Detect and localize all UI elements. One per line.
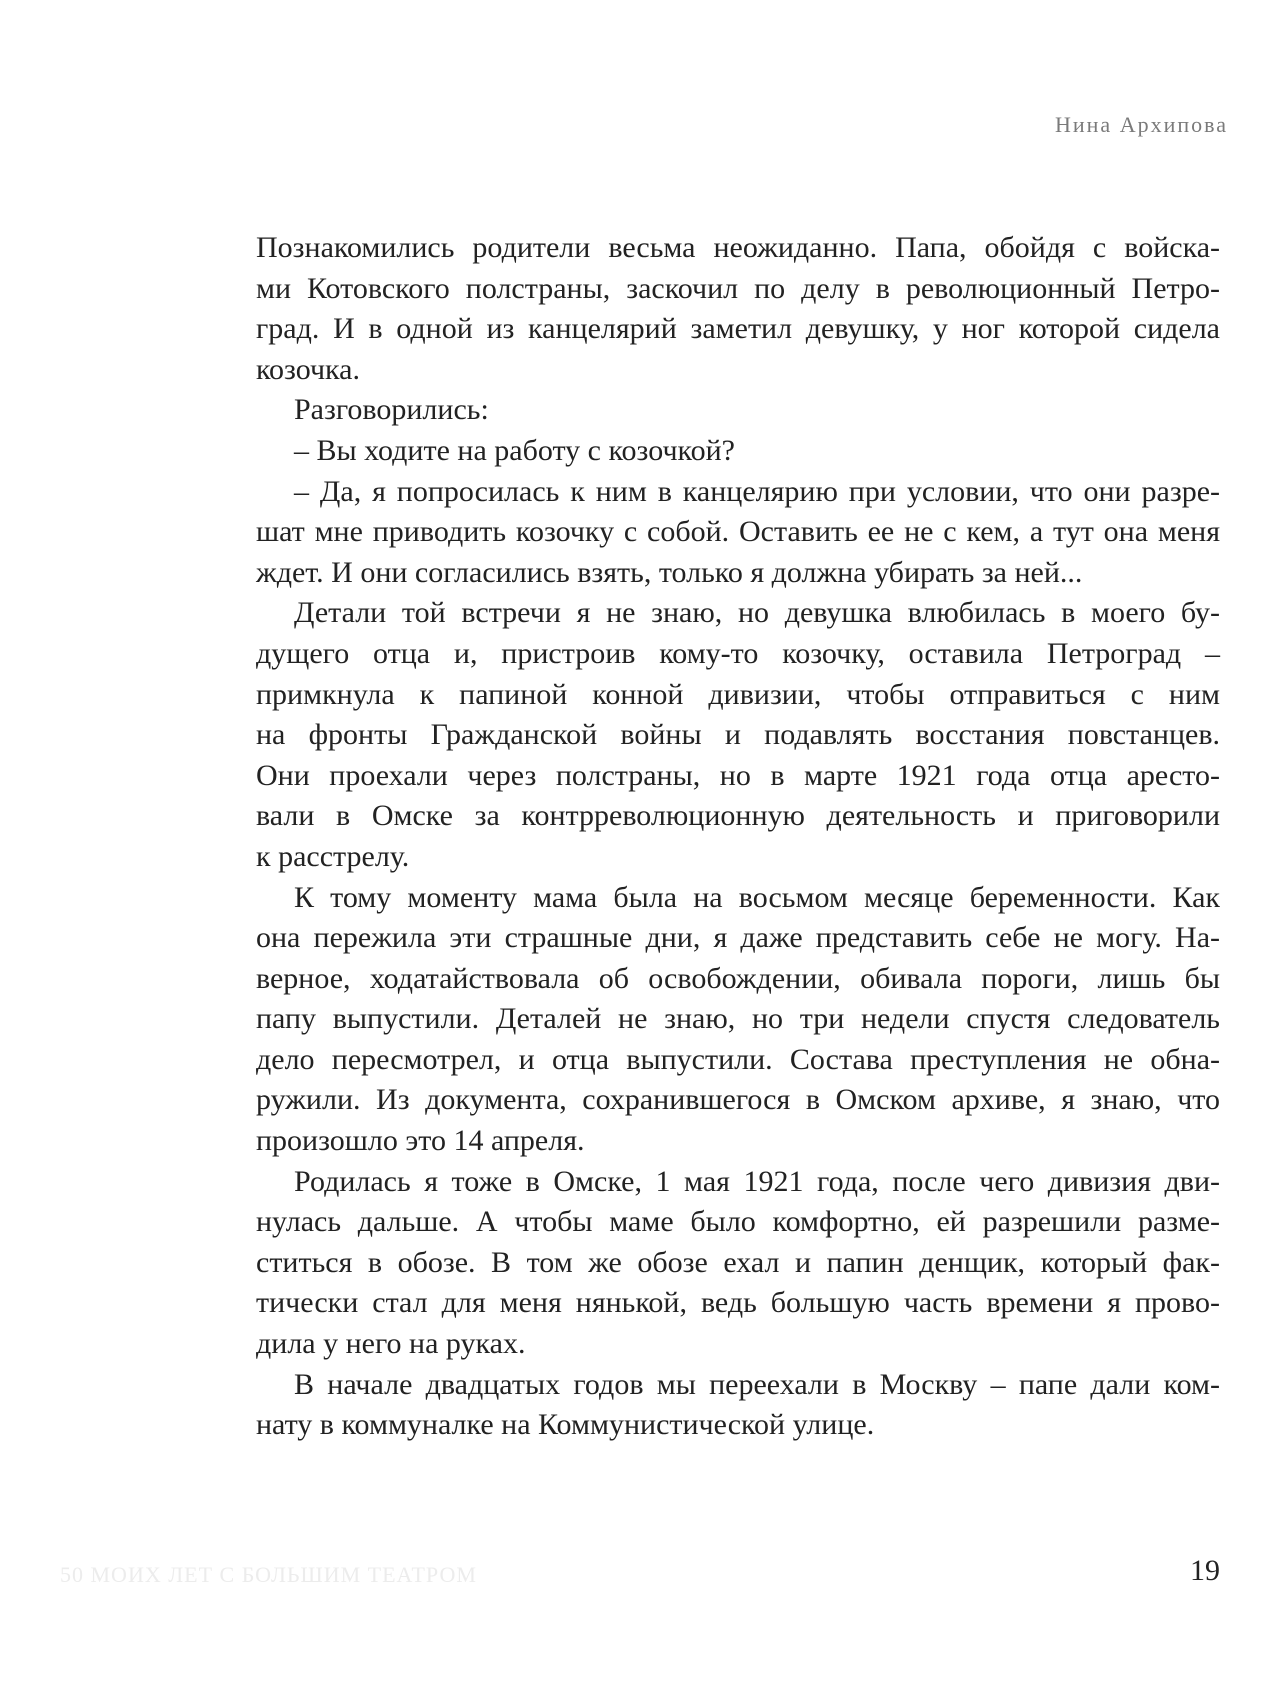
text-line: примкнула к папиной конной дивизии, чтобы отправиться с ним [256, 677, 1220, 711]
running-head-author: Нина Архипова [1055, 112, 1228, 137]
text-line: Познакомились родители весьма неожиданно. Папа, обойдя с войска- [256, 231, 1220, 264]
body-text [256, 228, 1220, 1446]
text-line: В начале двадцатых годов мы переехали в Москву – папе дали ком- [294, 1367, 1220, 1401]
text-line: дила у него на руках. [256, 1327, 526, 1361]
text-line: ститься в обозе. В том же обозе ехал и папин денщик, который фак- [256, 1245, 1220, 1279]
text-line: козочка. [256, 352, 360, 386]
text-line: к расстрелу. [256, 839, 410, 873]
text-line: ми Котовского полстраны, заскочил по делу в революционный Петро- [256, 271, 1220, 305]
text-line: нулась дальше. А чтобы маме было комфортно, ей разрешили разме- [256, 1205, 1220, 1239]
text-line: – Вы ходите на работу с козочкой? [294, 433, 735, 467]
text-line: вали в Омске за контрреволюционную деятельность и приговорили [256, 799, 1220, 833]
text-line: нату в коммуналке на Коммунистической улице. [256, 1408, 875, 1442]
text-line: Родилась я тоже в Омске, 1 мая 1921 года, после чего дивизия дви- [294, 1164, 1220, 1198]
text-line: К тому моменту мама была на восьмом месяце беременности. Как [294, 880, 1220, 914]
text-line: шат мне приводить козочку с собой. Оставить ее не с кем, а тут она меня [256, 515, 1220, 549]
text-line: град. И в одной из канцелярий заметил девушку, у ног которой сидела [256, 312, 1220, 346]
text-line: верное, ходатайствовала об освобождении, обивала пороги, лишь бы [256, 961, 1220, 995]
text-line: дело пересмотрел, и отца выпустили. Состава преступления не обна- [256, 1042, 1220, 1076]
text-line: папу выпустили. Деталей не знаю, но три недели спустя следователь [256, 1002, 1220, 1036]
text-line: дущего отца и, пристроив кому-то козочку, оставила Петроград – [256, 636, 1220, 670]
text-line: Детали той встречи я не знаю, но девушка влюбилась в моего бу- [294, 596, 1220, 630]
text-line: ждет. И они согласились взять, только я должна убирать за ней... [256, 555, 1083, 589]
text-line: она пережила эти страшные дни, я даже представить себе не могу. На- [256, 921, 1220, 955]
page-number: 19 [1190, 1554, 1220, 1587]
text-line: ружили. Из документа, сохранившегося в Омском архиве, я знаю, что [256, 1083, 1220, 1117]
text-line: тически стал для меня нянькой, ведь большую часть времени я прово- [256, 1286, 1220, 1320]
text-line: произошло это 14 апреля. [256, 1124, 585, 1158]
text-line: Они проехали через полстраны, но в марте 1921 года отца аресто- [256, 758, 1220, 792]
text-line: Разговорились: [294, 393, 489, 427]
text-line: – Да, я попросилась к ним в канцелярию при условии, что они разре- [294, 474, 1220, 508]
text-line: на фронты Гражданской войны и подавлять восстания повстанцев. [256, 718, 1220, 752]
footer-series-title: 50 МОИХ ЛЕТ С БОЛЬШИМ ТЕАТРОМ [60, 1562, 477, 1587]
